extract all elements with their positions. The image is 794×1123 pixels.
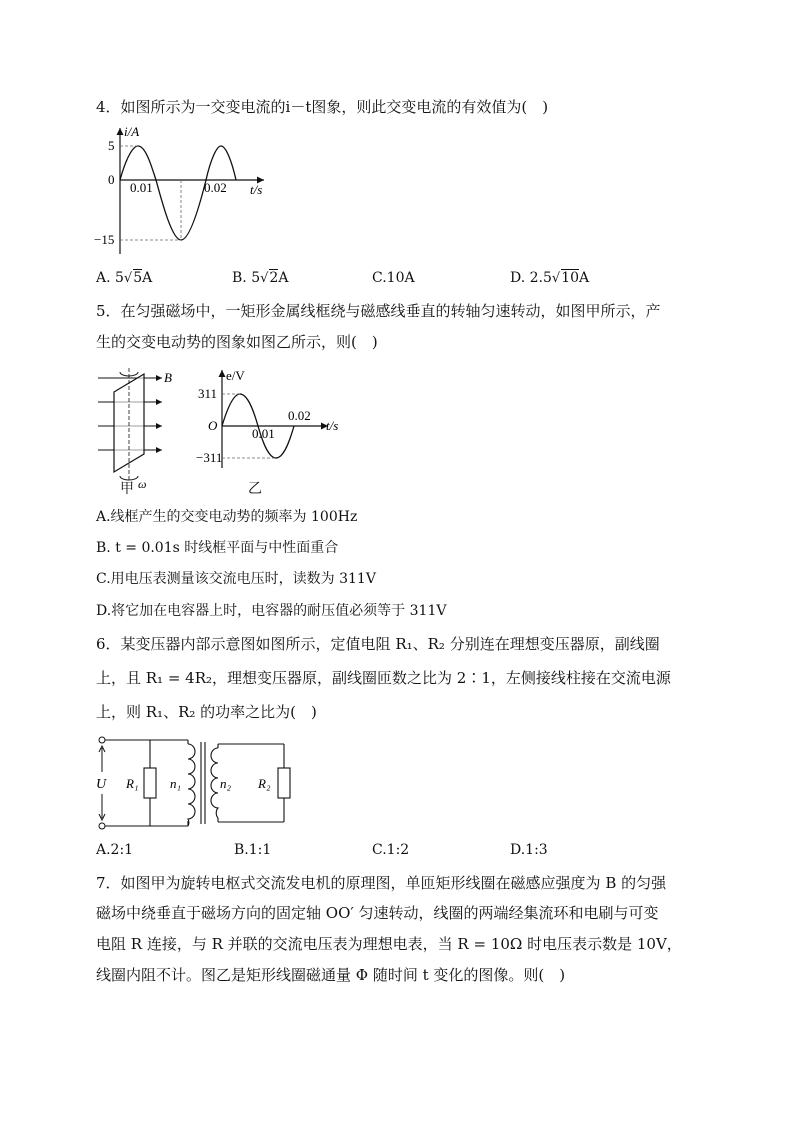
q4-i-t-graph [88,122,288,262]
q5-origin: O [208,418,218,433]
q5-option-d[interactable]: D.将它加在电容器上时，电容器的耐压值必须等于 311V [96,603,447,619]
q6-r1-resistor [144,768,156,798]
q5-caption-jia: 甲 [120,481,134,497]
q6-stem-line3: 上，则 R₁、R₂ 的功率之比为( ) [96,703,317,721]
q4-option-d[interactable]: D. 2.5√10A [510,270,590,286]
q5-y-label: e/V [226,368,245,383]
q4-option-b[interactable]: B. 5√2A [232,270,289,286]
q6-r1-label: R₁ [126,776,139,791]
q4-x-label: t/s [250,182,263,197]
q7-stem-line2: 磁场中绕垂直于磁场方向的固定轴 OO′ 匀速转动，线圈的两端经集流环和电刷与可变 [96,904,659,922]
q5-b-label: B [164,370,172,385]
q4-tick-001: 0.01 [130,180,153,195]
q5-stem-line2: 生的交变电动势的图象如图乙所示，则( ) [96,333,378,351]
q5-tick-001: 0.01 [252,426,275,441]
q7-stem-line1: 7．如图甲为旋转电枢式交流发电机的原理图，单匝矩形线圈在磁感应强度为 B 的匀强 [96,874,667,892]
q7-stem-line3: 电阻 R 连接，与 R 并联的交流电压表为理想电表，当 R = 10Ω 时电压表示数是 10V， [96,935,682,953]
q5-option-b[interactable]: B. t = 0.01s 时线框平面与中性面重合 [96,540,339,556]
q6-primary-coil [188,744,195,826]
q4-tick-neg15: −15 [94,232,115,247]
q6-n1-label: n₁ [170,776,182,791]
q5-option-a[interactable]: A.线框产生的交变电动势的频率为 100Hz [96,509,358,525]
q6-transformer-circuit [92,734,302,834]
q5-tick-neg311: −311 [196,450,223,465]
q6-secondary-coil [211,748,218,818]
q6-stem-line2: 上，且 R₁ = 4R₂，理想变压器原，副线圈匝数之比为 2∶1，左侧接线柱接在交流电源 [96,669,671,687]
q6-r2-label: R₂ [258,776,271,791]
q6-option-a[interactable]: A.2:1 [96,842,134,858]
q5-stem-line1: 5．在匀强磁场中，一矩形金属线框绕与磁感线垂直的转轴匀速转动，如图甲所示，产 [96,302,661,320]
q6-option-c[interactable]: C.1:2 [372,842,410,858]
q5-option-c[interactable]: C.用电压表测量该交流电压时，读数为 311V [96,571,376,587]
q4-stem: 4．如图所示为一交变电流的i－t图象，则此交变电流的有效值为( ) [96,98,549,116]
q5-e-t-graph [196,366,356,470]
q4-origin: 0 [108,172,115,187]
q6-option-b[interactable]: B.1:1 [234,842,272,858]
q6-option-d[interactable]: D.1:3 [510,842,548,858]
q5-figure-jia [92,366,188,496]
q5-omega-label: ω [138,477,147,491]
q4-option-c[interactable]: C.10A [372,270,415,286]
q4-option-a[interactable]: A. 5√5A [96,270,153,286]
q6-u-label: U [96,777,107,792]
q4-y-label: i/A [124,124,140,139]
q5-tick-311: 311 [198,386,218,401]
q6-n2-label: n₂ [220,776,232,791]
q4-tick-5: 5 [108,138,115,153]
q4-tick-002: 0.02 [204,180,227,195]
q7-stem-line4: 线圈内阻不计。图乙是矩形线圈磁通量 Φ 随时间 t 变化的图像。则( ) [96,966,566,984]
q5-tick-002: 0.02 [288,408,311,423]
q5-x-label: t/s [326,418,339,433]
q6-stem-line1: 6．某变压器内部示意图如图所示，定值电阻 R₁、R₂ 分别连在理想变压器原，副线圈 [96,635,660,653]
q5-caption-yi: 乙 [248,481,262,497]
q6-r2-resistor [278,768,290,798]
